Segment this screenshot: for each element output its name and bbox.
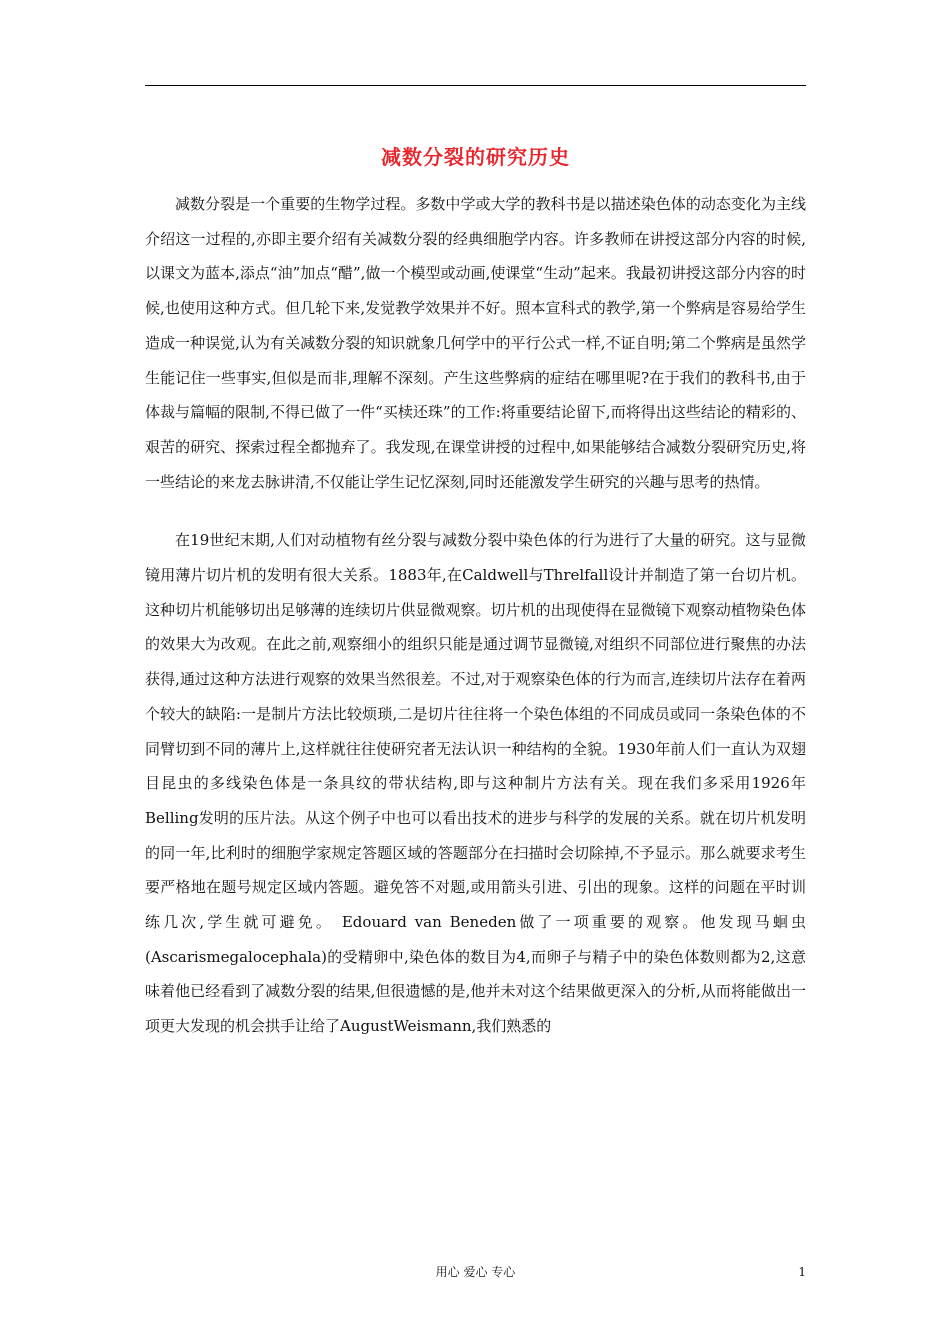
document-body: [145, 187, 806, 1044]
footer-motto: 用心 爱心 专心: [435, 1265, 516, 1279]
header-rule: [145, 85, 806, 86]
page-footer: [145, 1262, 806, 1282]
document-title: 减数分裂的研究历史: [381, 145, 570, 169]
paragraph-2: 在19世纪末期,人们对动植物有丝分裂与减数分裂中染色体的行为进行了大量的研究。这与显微镜用薄片切片机的发明有很大关系。1883年,在Caldwell与Threlfall设计并制造了第一台切片机。这种切片机能够切出足够薄的连续切片供显微观察。切片机的出现使得在显微镜下观察动植物染色体的效果大为改观。在此之前,观察细小的组织只能是通过调节显微镜,对组织不同部位进行聚焦的办法获得,通过这种方法进行观察的效果当然很差。不过,对于观察染色体的行为而言,连续切片法存在着两个较大的缺陷:一是制片方法比较烦琐,二是切片往往将一个染色体组的不同成员或同一条染色体的不同臂切到不同的薄片上,这样就往往使研究者无法认识一种结构的全貌。1930年前人们一直认为双翅目昆虫的多线染色体是一条具纹的带状结构,即与这种制片方法有关。现在我们多采用1926年Belling发明的压片法。从这个例子中也可以看出技术的进步与科学的发展的关系。就在切片机发明的同一年,比利时的细胞学家规定答题区域的答题部分在扫描时会切除掉,不予显示。那么就要求考生要严格地在题号规定区域内答题。避免答不对题,或用箭头引进、引出的现象。这样的问题在平时训练几次,学生就可避免。 Edouard van Beneden做了一项重要的观察。他发现马蛔虫(Ascarismegalocephala)的受精卵中,染色体的数目为4,而卵子与精子中的染色体数则都为2,这意味着他已经看到了减数分裂的结果,但很遗憾的是,他并未对这个结果做更深入的分析,从而将能做出一项更大发现的机会拱手让给了AugustWeismann,我们熟悉的: [145, 531, 806, 1036]
page-number: 1: [798, 1265, 806, 1279]
paragraph-1: 减数分裂是一个重要的生物学过程。多数中学或大学的教科书是以描述染色体的动态变化为主线介绍这一过程的,亦即主要介绍有关减数分裂的经典细胞学内容。许多教师在讲授这部分内容的时候,以课文为蓝本,添点“油”加点“醋”,做一个模型或动画,使课堂“生动”起来。我最初讲授这部分内容的时候,也使用这种方式。但几轮下来,发觉教学效果并不好。照本宣科式的教学,第一个弊病是容易给学生造成一种误觉,认为有关减数分裂的知识就象几何学中的平行公式一样,不证自明;第二个弊病是虽然学生能记住一些事实,但似是而非,理解不深刻。产生这些弊病的症结在哪里呢?在于我们的教科书,由于体裁与篇幅的限制,不得已做了一件“买椟还珠”的工作:将重要结论留下,而将得出这些结论的精彩的、艰苦的研究、探索过程全都抛弃了。我发现,在课堂讲授的过程中,如果能够结合减数分裂研究历史,将一些结论的来龙去脉讲清,不仅能让学生记忆深刻,同时还能激发学生研究的兴趣与思考的热情。: [145, 195, 806, 491]
